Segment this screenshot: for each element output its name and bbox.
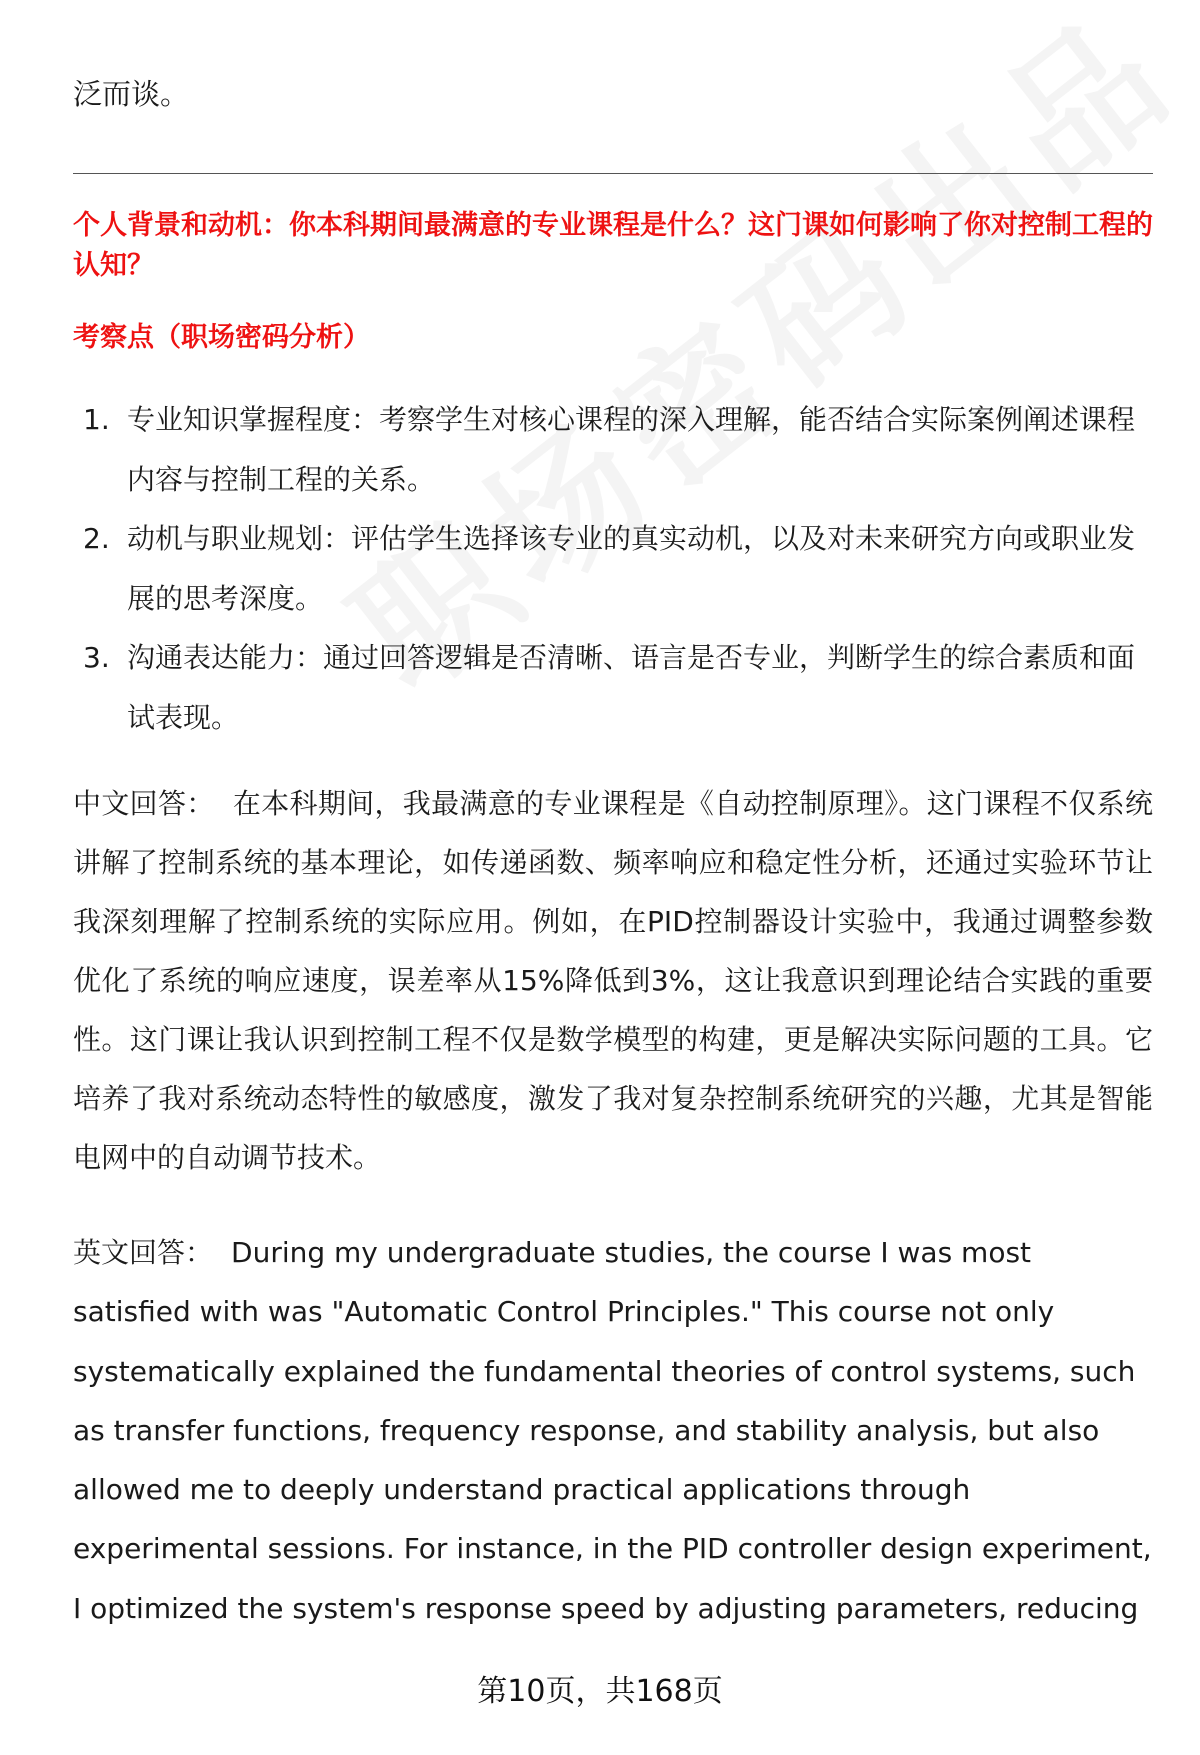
list-item-number: 2. [83, 522, 110, 555]
leadin-text: 泛而谈。 [73, 77, 190, 111]
list-item-text: 动机与职业规划：评估学生选择该专业的真实动机，以及对未来研究方向或职业发展的思考深度。 [127, 522, 1136, 615]
list-item [73, 390, 1153, 509]
list-item-number: 3. [83, 641, 110, 674]
list-item [73, 628, 1153, 747]
assessment-points-list [73, 390, 1153, 747]
list-item [73, 509, 1153, 628]
section-divider [73, 173, 1153, 174]
chinese-answer [73, 774, 1153, 1187]
chinese-answer-text: 在本科期间，我最满意的专业课程是《自动控制原理》。这门课程不仅系统讲解了控制系统的基本理论，如传递函数、频率响应和稳定性分析，还通过实验环节让我深刻理解了控制系统的实际应用。例如，在PID控制器设计实验中，我通过调整参数优化了系统的响应速度，误差率从15%降低到3%，这让我意识到理论结合实践的重要性。这门课让我认识到控制工程不仅是数学模型的构建，更是解决实际问题的工具。它培养了我对系统动态特性的敏感度，激发了我对复杂控制系统研究的兴趣，尤其是智能电网中的自动调节技术。 [73, 787, 1153, 1174]
list-item-text: 沟通表达能力：通过回答逻辑是否清晰、语言是否专业，判断学生的综合素质和面试表现。 [127, 641, 1136, 734]
list-item-number: 1. [83, 403, 110, 436]
assessment-points-title: 考察点（职场密码分析） [73, 322, 370, 353]
english-answer [73, 1223, 1153, 1638]
list-item-text: 专业知识掌握程度：考察学生对核心课程的深入理解，能否结合实际案例阐述课程内容与控制工程的关系。 [127, 403, 1136, 496]
question-heading: 个人背景和动机：你本科期间最满意的专业课程是什么？这门课如何影响了你对控制工程的认知？ [73, 210, 1153, 281]
english-answer-text: During my undergraduate studies, the course I was most satisfied with was "Automatic Control Principles." This course not only systematically explained the fundamental theories of control systems, such as transfer functions, frequency response, and stability analysis, but also allowed me to deeply understand practical applications through experimental sessions. For instance, in the PID controller design experiment, I optimized the system's response speed by adjusting parameters, reducing [73, 1236, 1152, 1625]
chinese-answer-label: 中文回答： [73, 787, 215, 820]
document-page [73, 0, 1153, 1755]
english-answer-label: 英文回答： [73, 1236, 214, 1269]
page-footer: 第10页，共168页 [477, 1674, 723, 1709]
